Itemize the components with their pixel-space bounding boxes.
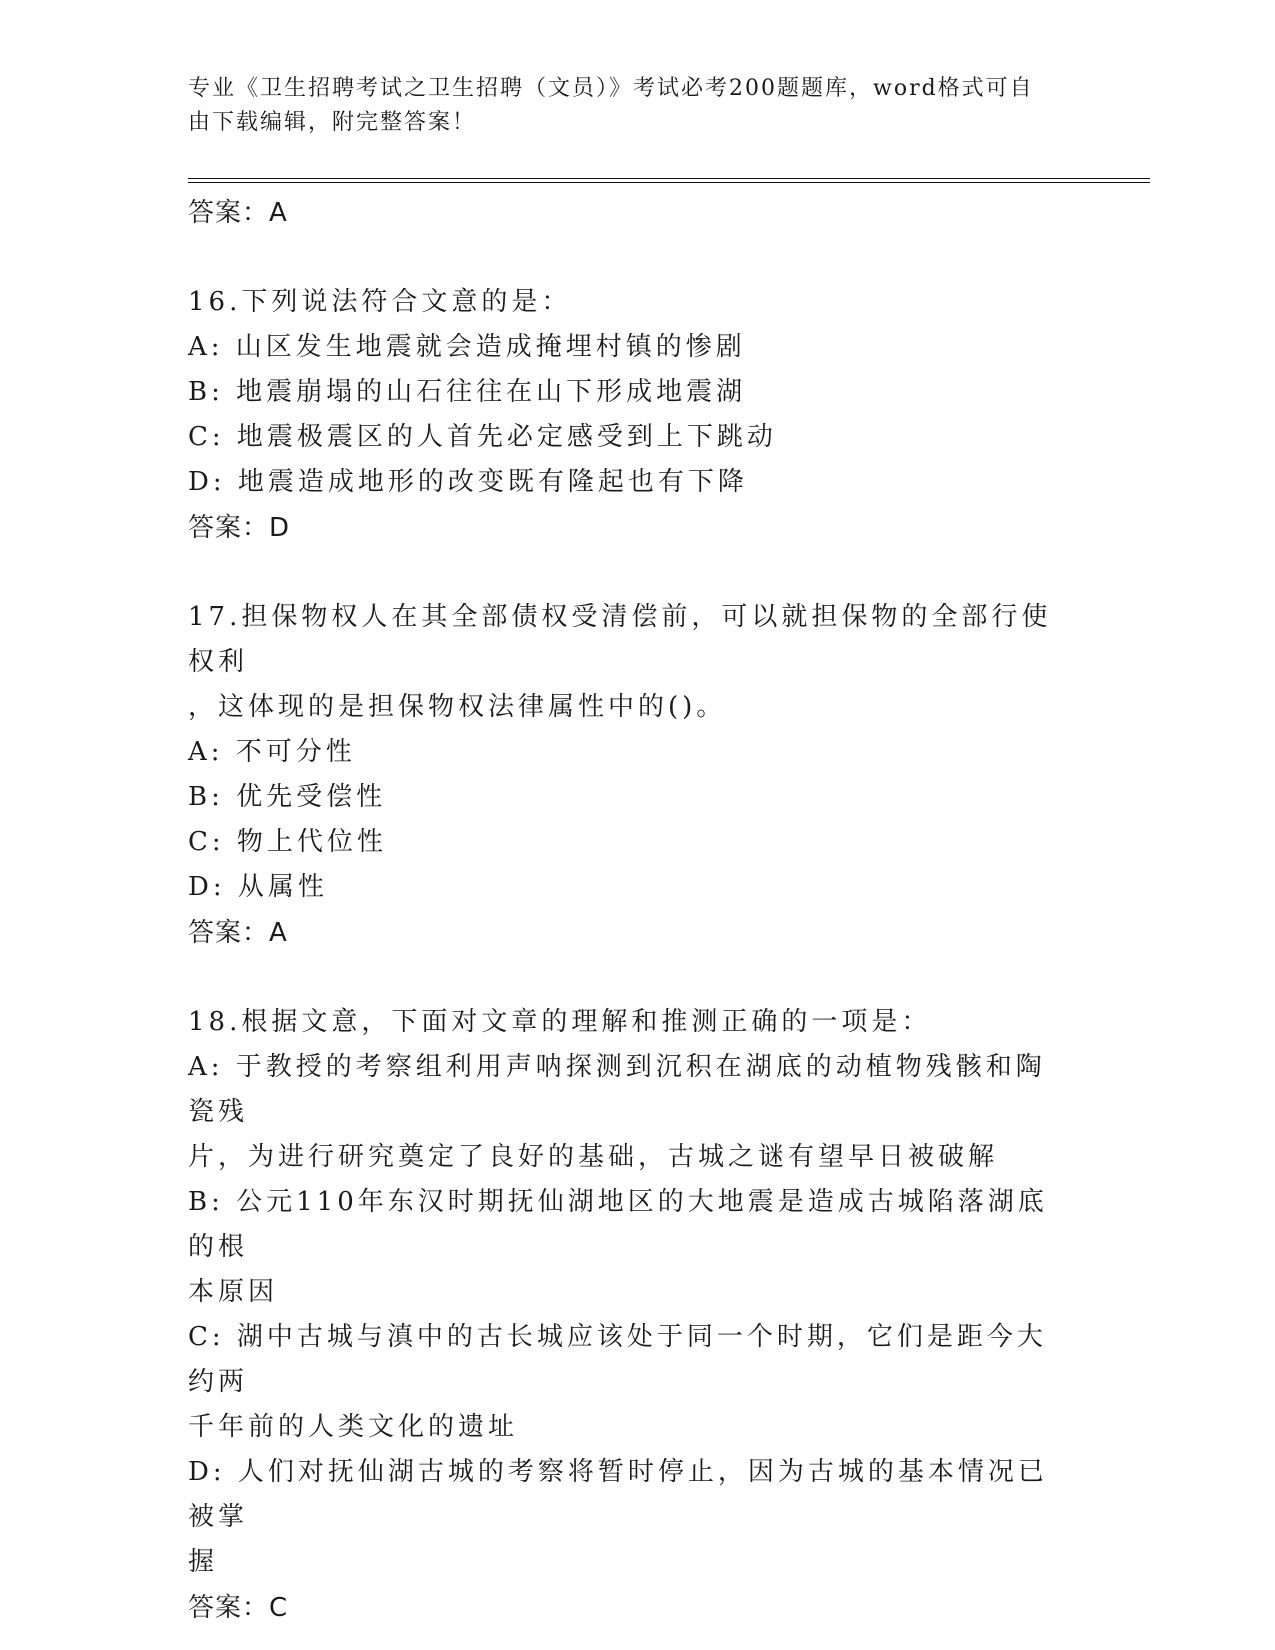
answer-label: 答案： bbox=[188, 918, 270, 948]
question-16 bbox=[188, 280, 1068, 551]
option-d: D: 从属性 bbox=[188, 872, 328, 902]
document-header bbox=[188, 72, 1068, 140]
answer-value: A bbox=[269, 918, 288, 948]
answer-q15 bbox=[188, 190, 1068, 236]
spacer bbox=[188, 236, 1068, 280]
answer-value: D bbox=[269, 513, 291, 543]
question-stem-line-2: ，这体现的是担保物权法律属性中的()。 bbox=[188, 692, 727, 722]
question-stem: 18.根据文意，下面对文章的理解和推测正确的一项是： bbox=[188, 1007, 932, 1037]
option-b: B: 地震崩塌的山石往往在山下形成地震湖 bbox=[188, 377, 747, 407]
option-a: A: 山区发生地震就会造成掩埋村镇的惨剧 bbox=[188, 332, 746, 362]
question-list bbox=[188, 190, 1068, 1631]
spacer bbox=[188, 551, 1068, 595]
header-line-1: 专业《卫生招聘考试之卫生招聘（文员）》考试必考200题题库，word格式可自 bbox=[188, 76, 1034, 101]
header-divider-top bbox=[188, 178, 1150, 179]
answer-q18 bbox=[188, 1585, 1068, 1631]
answer-value: A bbox=[269, 198, 288, 228]
option-b-line-1: B: 公元110年东汉时期抚仙湖地区的大地震是造成古城陷落湖底的根 bbox=[188, 1187, 1048, 1262]
answer-label: 答案： bbox=[188, 1593, 270, 1623]
answer-q17 bbox=[188, 910, 1068, 956]
option-c-line-1: C: 湖中古城与滇中的古长城应该处于同一个时期，它们是距今大约两 bbox=[188, 1322, 1047, 1397]
option-d-line-1: D: 人们对抚仙湖古城的考察将暂时停止，因为古城的基本情况已被掌 bbox=[188, 1457, 1048, 1532]
answer-label: 答案： bbox=[188, 198, 270, 228]
option-c: C: 物上代位性 bbox=[188, 827, 387, 857]
header-line-2: 由下载编辑，附完整答案！ bbox=[188, 110, 477, 135]
option-a-line-2: 片，为进行研究奠定了良好的基础，古城之谜有望早日被破解 bbox=[188, 1142, 999, 1172]
option-c-line-2: 千年前的人类文化的遗址 bbox=[188, 1412, 519, 1442]
answer-q16 bbox=[188, 505, 1068, 551]
option-c: C: 地震极震区的人首先必定感受到上下跳动 bbox=[188, 422, 777, 452]
option-d-line-2: 握 bbox=[188, 1547, 219, 1577]
option-b: B: 优先受偿性 bbox=[188, 782, 387, 812]
option-d: D: 地震造成地形的改变既有隆起也有下降 bbox=[188, 467, 748, 497]
option-b-line-2: 本原因 bbox=[188, 1277, 279, 1307]
answer-label: 答案： bbox=[188, 513, 270, 543]
question-18 bbox=[188, 1000, 1068, 1631]
question-stem: 16.下列说法符合文意的是： bbox=[188, 287, 572, 317]
answer-value: C bbox=[269, 1593, 289, 1623]
option-a: A: 不可分性 bbox=[188, 737, 356, 767]
spacer bbox=[188, 956, 1068, 1000]
question-stem-line-1: 17.担保物权人在其全部债权受清偿前，可以就担保物的全部行使权利 bbox=[188, 602, 1052, 677]
question-17 bbox=[188, 595, 1068, 956]
option-a-line-1: A: 于教授的考察组利用声呐探测到沉积在湖底的动植物残骸和陶瓷残 bbox=[188, 1052, 1046, 1127]
header-divider-bottom bbox=[188, 182, 1150, 183]
